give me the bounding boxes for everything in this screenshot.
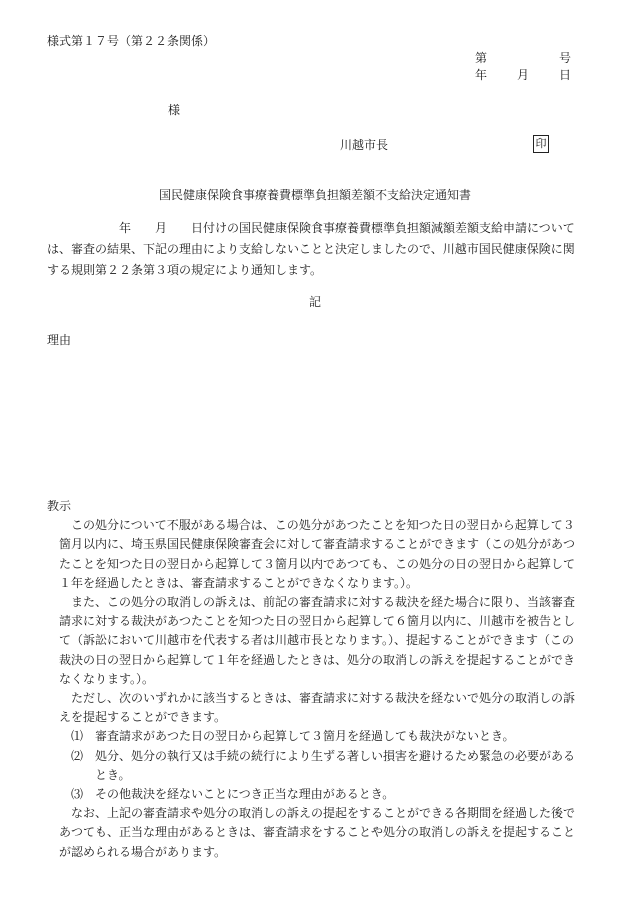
instruction-heading: 教示 bbox=[47, 499, 72, 513]
ki-heading: 記 bbox=[308, 295, 321, 309]
date-month: 月 bbox=[517, 68, 530, 82]
date-day: 日 bbox=[559, 68, 572, 82]
list-item-text: 審査請求があつた日の翌日から起算して３箇月を経過しても裁決がないとき。 bbox=[95, 729, 515, 744]
list-item-text: 処分、処分の執行又は手続の続行により生ずる著しい損害を避けるため緊急の必要があるとき。 bbox=[95, 748, 576, 782]
list-item-number: ⑶ bbox=[71, 787, 84, 802]
document-title: 国民健康保険食事療養費標準負担額差額不支給決定通知書 bbox=[158, 188, 471, 202]
instruction-paragraph-3: ただし、次のいずれかに該当するときは、審査請求に対する裁決を経ないで処分の取消しの訴えを提起することができます。 bbox=[59, 691, 576, 725]
reason-label: 理由 bbox=[47, 333, 72, 347]
list-item-number: ⑴ bbox=[71, 729, 84, 744]
instruction-section bbox=[47, 497, 583, 862]
instruction-paragraph-2: また、この処分の取消しの訴えは、前記の審査請求に対する裁決を経た場合に限り、当該審査請求に対する裁決があつたことを知つた日の翌日から起算して６箇月以内に、川越市を被告として（訴訟において川越市を代表する者は川越市長となります。）、提起することができます（この裁決の日の翌日から起算して１年を経過したときは、処分の取消しの訴えを提起することができなくなります。）。 bbox=[59, 595, 576, 686]
doc-number-suffix: 号 bbox=[559, 51, 572, 65]
list-item-text: その他裁決を経ないことにつき正当な理由があるとき。 bbox=[95, 787, 395, 802]
date-year: 年 bbox=[475, 68, 488, 82]
seal-mark: 印 bbox=[533, 135, 549, 153]
intro-text: 年 月 日付けの国民健康保険食事療養費標準負担額減額差額支給申請については、審査の結果、下記の理由により支給しないことと決定しましたので、川越市国民健康保険に関する規則第２２条第３項の規定により通知します。 bbox=[47, 221, 575, 277]
instruction-paragraph-1: この処分について不服がある場合は、この処分があつたことを知つた日の翌日から起算して３箇月以内に、埼玉県国民健康保険審査会に対して審査請求することができます（この処分があつたことを知つた日の翌日から起算して３箇月以内であつても、この処分の日の翌日から起算して１年を経過したときは、審査請求することができなくなります。）。 bbox=[59, 518, 576, 590]
intro-paragraph bbox=[47, 218, 583, 281]
list-item bbox=[47, 747, 583, 785]
form-number: 様式第１７号（第２２条関係） bbox=[47, 34, 216, 48]
list-item bbox=[47, 785, 583, 804]
doc-number-prefix: 第 bbox=[475, 51, 488, 65]
instruction-paragraph-4: なお、上記の審査請求や処分の取消しの訴えの提起をすることができる各期間を経過した後であつても、正当な理由があるときは、審査請求をすることや処分の取消しの訴えを提起することが認められる場合があります。 bbox=[59, 806, 576, 859]
list-item-number: ⑵ bbox=[71, 748, 84, 763]
list-item bbox=[47, 727, 583, 746]
issuer-name: 川越市長 bbox=[340, 138, 389, 152]
addressee-suffix: 様 bbox=[168, 103, 181, 117]
